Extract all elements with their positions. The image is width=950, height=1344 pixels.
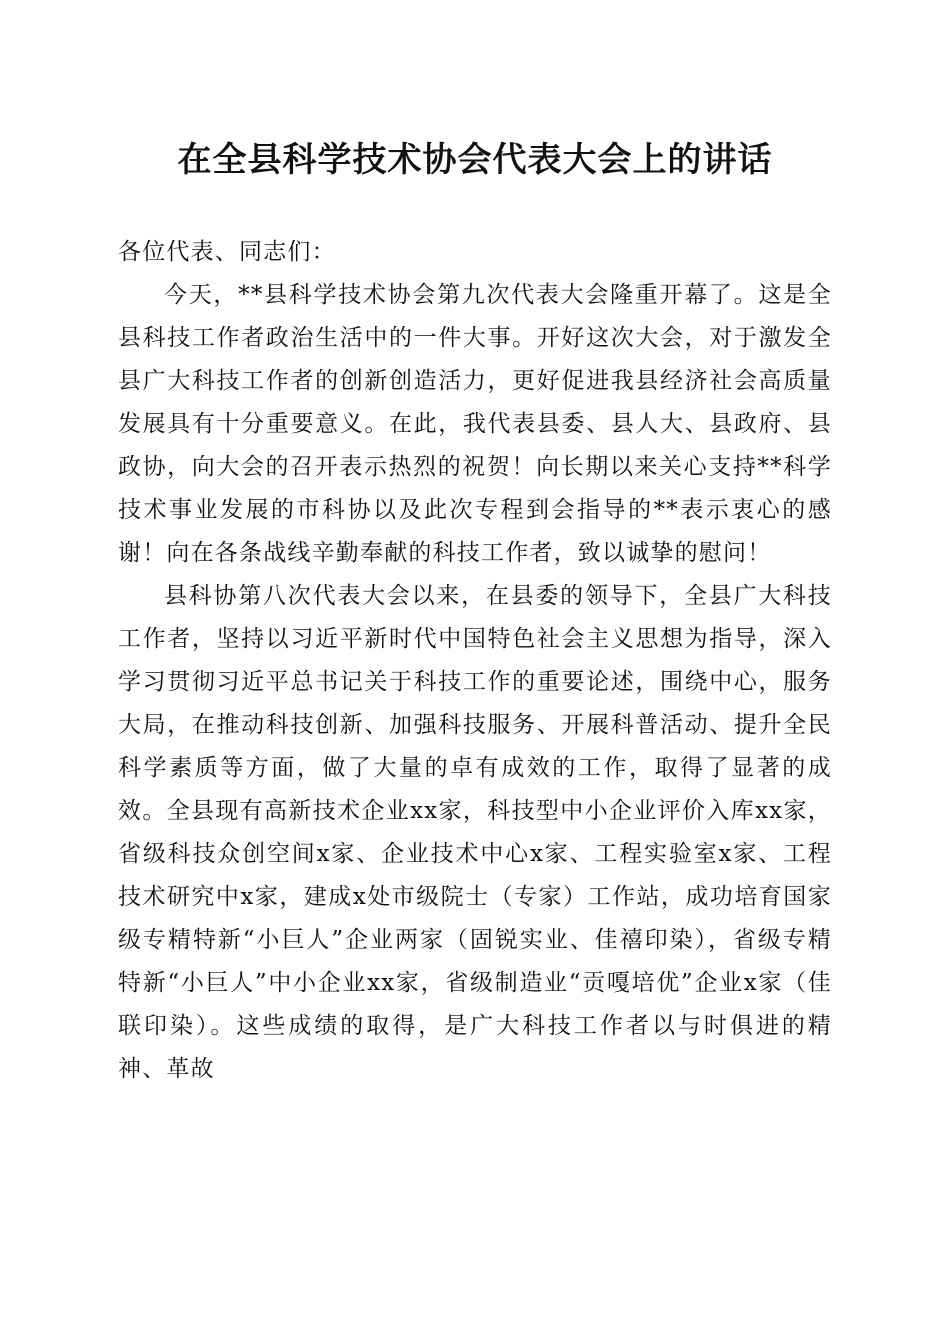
- document-title: 在全县科学技术协会代表大会上的讲话: [177, 140, 773, 180]
- paragraph-achievements: 县科协第八次代表大会以来，在县委的领导下，全县广大科技工作者，坚持以习近平新时代中国特色社会主义思想为指导，深入学习贯彻习近平总书记关于科技工作的重要论述，围绕中心，服务大局，在推动科技创新、加强科技服务、开展科普活动、提升全民科学素质等方面，做了大量的卓有成效的工作，取得了显著的成效。全县现有高新技术企业xx家，科技型中小企业评价入库xx家，省级科技众创空间x家、企业技术中心x家、工程实验室x家、工程技术研究中x家，建成x处市级院士（专家）工作站，成功培育国家级专精特新“小巨人”企业两家（固锐实业、佳禧印染），省级专精特新“小巨人”中小企业xx家，省级制造业“贡嘎培优”企业x家（佳联印染）。这些成绩的取得，是广大科技工作者以与时俱进的精神、革故: [118, 583, 832, 1082]
- paragraph-opening: 今天，**县科学技术协会第九次代表大会隆重开幕了。这是全县科技工作者政治生活中的一件大事。开好这次大会，对于激发全县广大科技工作者的创新创造活力，更好促进我县经济社会高质量发展具有十分重要意义。在此，我代表县委、县人大、县政府、县政协，向大会的召开表示热烈的祝贺！向长期以来关心支持**科学技术事业发展的市科协以及此次专程到会指导的**表示衷心的感谢！向在各条战线辛勤奉献的科技工作者，致以诚挚的慰问！: [118, 282, 832, 566]
- greeting: 各位代表、同志们：: [118, 239, 336, 265]
- document-body: [118, 231, 832, 1091]
